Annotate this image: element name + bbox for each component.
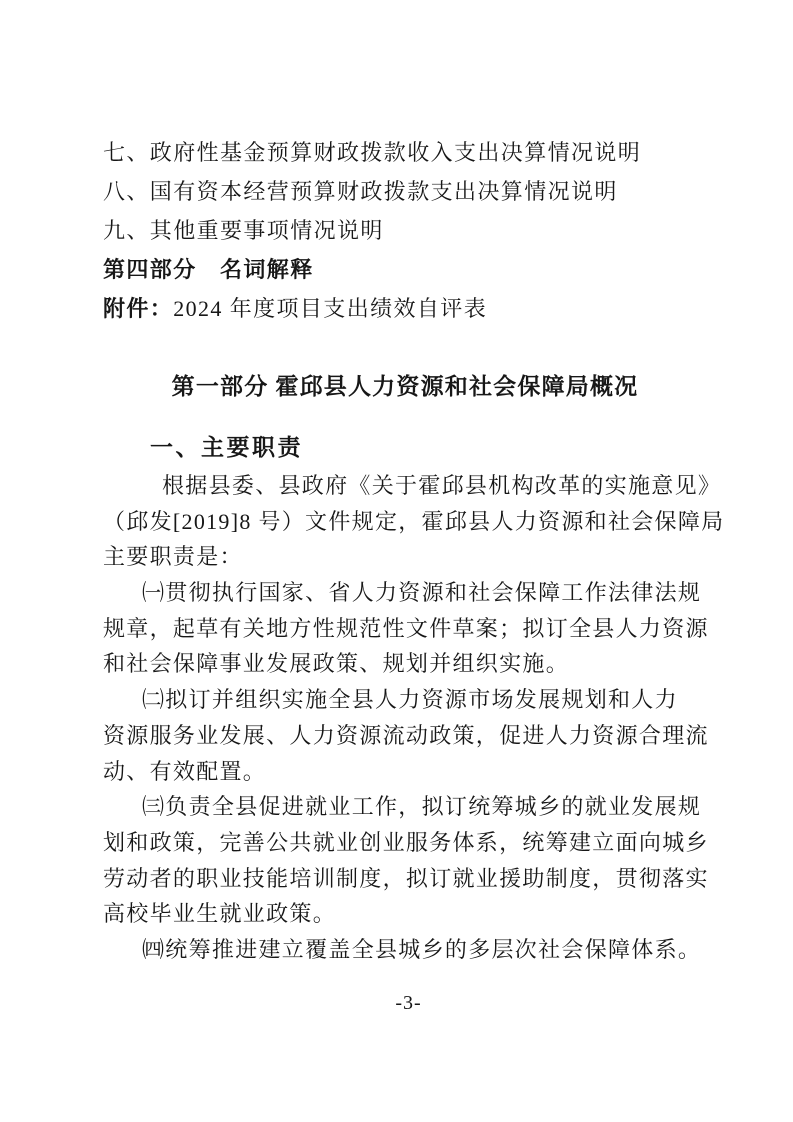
toc-part4-heading: 第四部分 名词解释 (103, 257, 314, 282)
duties-heading: 一、主要职责 (150, 434, 303, 460)
toc-block (103, 133, 743, 328)
toc-attachment-line (103, 289, 743, 328)
toc-item-7: 七、政府性基金预算财政拨款收入支出决算情况说明 (103, 140, 642, 165)
paragraph-line: 根据县委、县政府《关于霍邱县机构改革的实施意见》 (162, 473, 722, 498)
paragraph-line: 规章，起草有关地方性规范性文件草案；拟订全县人力资源 (103, 615, 709, 641)
paragraph-line: 主要职责是： (103, 544, 243, 570)
paragraph-line: 高校毕业生就业政策。 (103, 901, 337, 927)
paragraph-line: ㈣统筹推进建立覆盖全县城乡的多层次社会保障体系。 (142, 936, 702, 962)
attachment-text: 2024 年度项目支出绩效自评表 (173, 296, 488, 321)
section-title: 第一部分 霍邱县人力资源和社会保障局概况 (171, 374, 639, 399)
toc-item-9: 九、其他重要事项情况说明 (103, 218, 384, 243)
paragraph-line: ㈡拟订并组织实施全县人力资源市场发展规划和人力 (142, 687, 678, 713)
paragraph-line: （邱发[2019]8 号）文件规定，霍邱县人力资源和社会保障局 (103, 508, 725, 534)
paragraph-line: 劳动者的职业技能培训制度，拟订就业援助制度，贯彻落实 (103, 865, 709, 891)
paragraph-line: 资源服务业发展、人力资源流动政策，促进人力资源合理流 (103, 722, 709, 748)
page-number: -3- (395, 992, 422, 1014)
paragraph-line: 和社会保障事业发展政策、规划并组织实施。 (103, 651, 570, 677)
attachment-label: 附件： (103, 296, 174, 321)
toc-item-8: 八、国有资本经营预算财政拨款支出决算情况说明 (103, 179, 618, 204)
body-text (103, 468, 743, 968)
paragraph-line: ㈢负责全县促进就业工作，拟订统筹城乡的就业发展规 (142, 794, 702, 820)
paragraph-line: 划和政策，完善公共就业创业服务体系，统筹建立面向城乡 (103, 829, 709, 855)
paragraph-line: 动、有效配置。 (103, 758, 267, 784)
paragraph-line: ㈠贯彻执行国家、省人力资源和社会保障工作法律法规 (142, 580, 702, 606)
